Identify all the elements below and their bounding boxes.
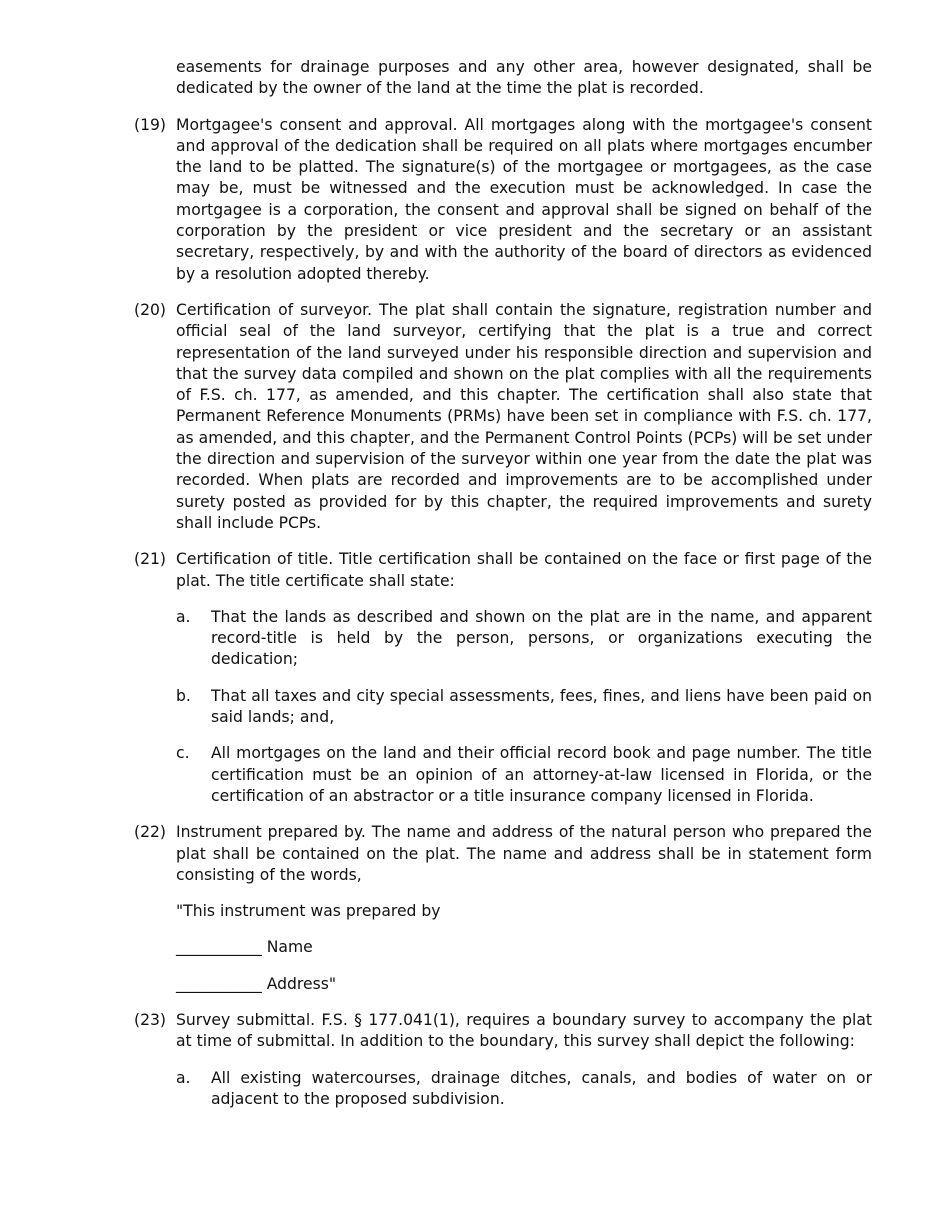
name-blank-line: ___________ Name (176, 938, 313, 957)
section-text: Instrument prepared by. The name and address of the natural person who prepared the plat shall be contained on the plat. The name and address shall be in statement form consisting of the words, (176, 823, 872, 884)
section-21 (134, 549, 872, 807)
section-body (176, 549, 872, 807)
subitem-letter: b. (176, 686, 191, 705)
section-text: Certification of surveyor. The plat shall contain the signature, registration number and official seal of the land surveyor, certifying that the plat is a true and correct representation of the land surveyed under his responsible direction and supervision and that the survey data compiled and shown on the plat complies with all the requirements of F.S. ch. 177, as amended, and this chapter. The certification shall also state that Permanent Reference Monuments (PRMs) have been set in compliance with F.S. ch. 177, as amended, and this chapter, and the Permanent Control Points (PCPs) will be set under the direction and supervision of the surveyor within one year from the date the plat was recorded. When plats are recorded and improvements are to be accomplished under surety posted as provided for by this chapter, the required improvements and surety shall include PCPs. (176, 300, 872, 532)
section-number: (22) (134, 823, 167, 842)
prepared-by-quote: "This instrument was prepared by (176, 902, 441, 921)
address-blank-line: ___________ Address" (176, 974, 336, 993)
subitem-a (176, 607, 872, 671)
section-text: Certification of title. Title certification shall be contained on the face or first page of the plat. The title certificate shall state: (176, 550, 872, 590)
subitem-text: All existing watercourses, drainage ditches, canals, and bodies of water on or adjacent to the proposed subdivision. (211, 1068, 872, 1108)
subitem-text: That all taxes and city special assessments, fees, fines, and liens have been paid on said lands; and, (211, 686, 872, 727)
subitem-text: That the lands as described and shown on the plat are in the name, and apparent record-title is held by the person, persons, or organizations executing the dedication; (211, 607, 872, 669)
subitem-letter: a. (176, 607, 191, 626)
document-page (134, 57, 872, 1110)
subitem-text: All mortgages on the land and their official record book and page number. The title certification must be an opinion of an attorney-at-law licensed in Florida, or the certification of an abstractor or a title insurance company licensed in Florida. (211, 744, 872, 805)
section-text: Mortgagee's consent and approval. All mortgages along with the mortgagee's consent and approval of the dedication shall be required on all plats where mortgages encumber the land to be platted. The signature(s) of the mortgagee or mortgagees, as the case may be, must be witnessed and the execution must be acknowledged. In case the mortgagee is a corporation, the consent and approval shall be signed on behalf of the corporation by the president or vice president and the secretary or an assistant secretary, respectively, by and with the authority of the board of directors as evidenced by a resolution adopted thereby. (176, 115, 872, 283)
section-23 (134, 1010, 872, 1110)
section-19 (134, 115, 872, 285)
section-body (176, 1010, 872, 1110)
section-body (176, 822, 872, 995)
section-number: (21) (134, 550, 167, 569)
subitem-c (176, 743, 872, 807)
subitem-b (176, 686, 872, 729)
section-22 (134, 822, 872, 995)
section-number: (20) (134, 300, 167, 319)
subitem-letter: a. (176, 1068, 191, 1087)
section-number: (19) (134, 115, 167, 134)
intro-continuation: easements for drainage purposes and any other area, however designated, shall be dedicated by the owner of the land at the time the plat is recorded. (176, 58, 872, 98)
section-text: Survey submittal. F.S. § 177.041(1), requires a boundary survey to accompany the plat at time of submittal. In addition to the boundary, this survey shall depict the following: (176, 1010, 872, 1051)
subitem-a (176, 1068, 872, 1111)
section-20 (134, 300, 872, 534)
subitem-letter: c. (176, 744, 190, 763)
section-number: (23) (134, 1010, 167, 1029)
